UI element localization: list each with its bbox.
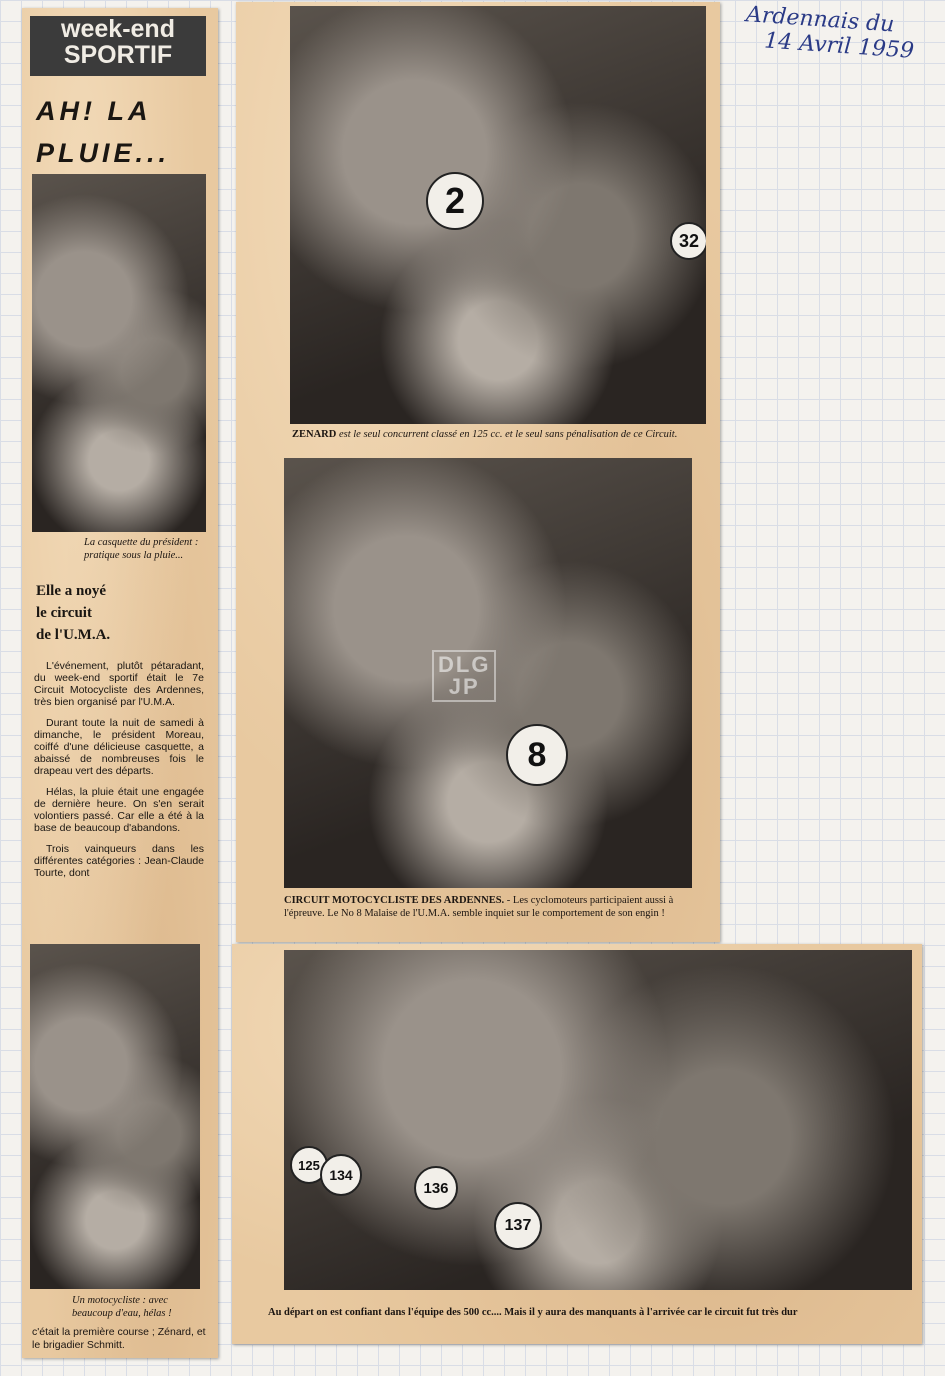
start-500cc-photo [284, 950, 912, 1290]
subhead-line-2: le circuit [36, 605, 92, 621]
paragraph-4: Trois vainqueurs dans les différentes catégories : Jean-Claude Tourte, dont [34, 843, 204, 879]
article-subhead [36, 580, 110, 646]
banner-line-2: SPORTIF [63, 41, 173, 69]
zenard-caption-rest: est le seul concurrent classé en 125 cc. et le seul sans pénalisation de ce Circuit. [336, 429, 678, 440]
title-line-2: PLUIE... [36, 138, 171, 168]
subhead-line-3: de l'U.M.A. [36, 627, 111, 643]
note-line-1: Ardennais du [745, 2, 896, 38]
paragraph-1: L'événement, plutôt pétaradant, du week-end sportif était le 7e Circuit Motocycliste des Ardennes, très bien organisé par l'U.M.A. [34, 660, 204, 708]
circuit-caption [284, 894, 704, 920]
race-number-136: 136 [414, 1166, 458, 1210]
zenard-caption [292, 428, 710, 441]
race-number-125: 125 [290, 1146, 328, 1184]
center-clipping [236, 2, 720, 942]
start-caption: Au départ on est confiant dans l'équipe des 500 cc.... Mais il y aura des manquants à l'arrivée car le circuit fut très dur [268, 1307, 798, 1318]
president-portrait-photo [32, 174, 206, 532]
portrait-caption: La casquette du président : pratique sous la pluie... [84, 537, 199, 561]
race-number-137: 137 [494, 1202, 542, 1250]
banner-line-1: week-end [61, 15, 175, 43]
cyclomoteur-crowd-photo [284, 458, 692, 888]
watermark-line-1: DLG [438, 652, 491, 677]
circuit-caption-rest: - Les cyclomoteurs participaient aussi à l'épreuve. Le No 8 Malaise de l'U.M.A. semble inquiet sur le comportement de son engin ! [284, 895, 674, 919]
paragraph-3: Hélas, la pluie était une engagée de dernière heure. On s'en serait volontiers passé. Car elle a été à la base de beaucoup d'abandons. [34, 786, 204, 834]
rider-caption: Un motocycliste : avec beaucoup d'eau, hélas ! [72, 1295, 172, 1319]
paragraph-2: Durant toute la nuit de samedi à dimanche, le président Moreau, coiffé d'une délicieuse casquette, a abaissé de nombreuses fois le drapeau vert des départs. [34, 717, 204, 777]
note-line-2: 14 Avril 1959 [763, 28, 915, 64]
subhead-line-1: Elle a noyé [36, 583, 106, 599]
dlg-jp-watermark [432, 650, 496, 702]
race-number-134: 134 [320, 1154, 362, 1196]
handwritten-date-note [743, 2, 916, 64]
zenard-caption-bold: ZENARD [292, 429, 337, 440]
headline-title [36, 90, 170, 174]
zenard-motorcycle-photo [290, 6, 706, 424]
race-number-2: 2 [426, 172, 484, 230]
weekend-sportif-banner [30, 16, 206, 76]
motorcyclist-rain-photo [30, 944, 200, 1289]
race-number-32: 32 [670, 222, 706, 260]
footer-text: c'était la première course ; Zénard, et le brigadier Schmitt. [32, 1326, 206, 1351]
watermark-line-2: JP [448, 674, 480, 699]
left-column-clipping [22, 8, 218, 1358]
circuit-caption-bold: CIRCUIT MOTOCYCLISTE DES ARDENNES. [284, 895, 505, 906]
race-number-8: 8 [506, 724, 568, 786]
title-line-1: AH! LA [36, 96, 152, 126]
bottom-clipping [232, 944, 922, 1344]
article-body [34, 660, 204, 888]
